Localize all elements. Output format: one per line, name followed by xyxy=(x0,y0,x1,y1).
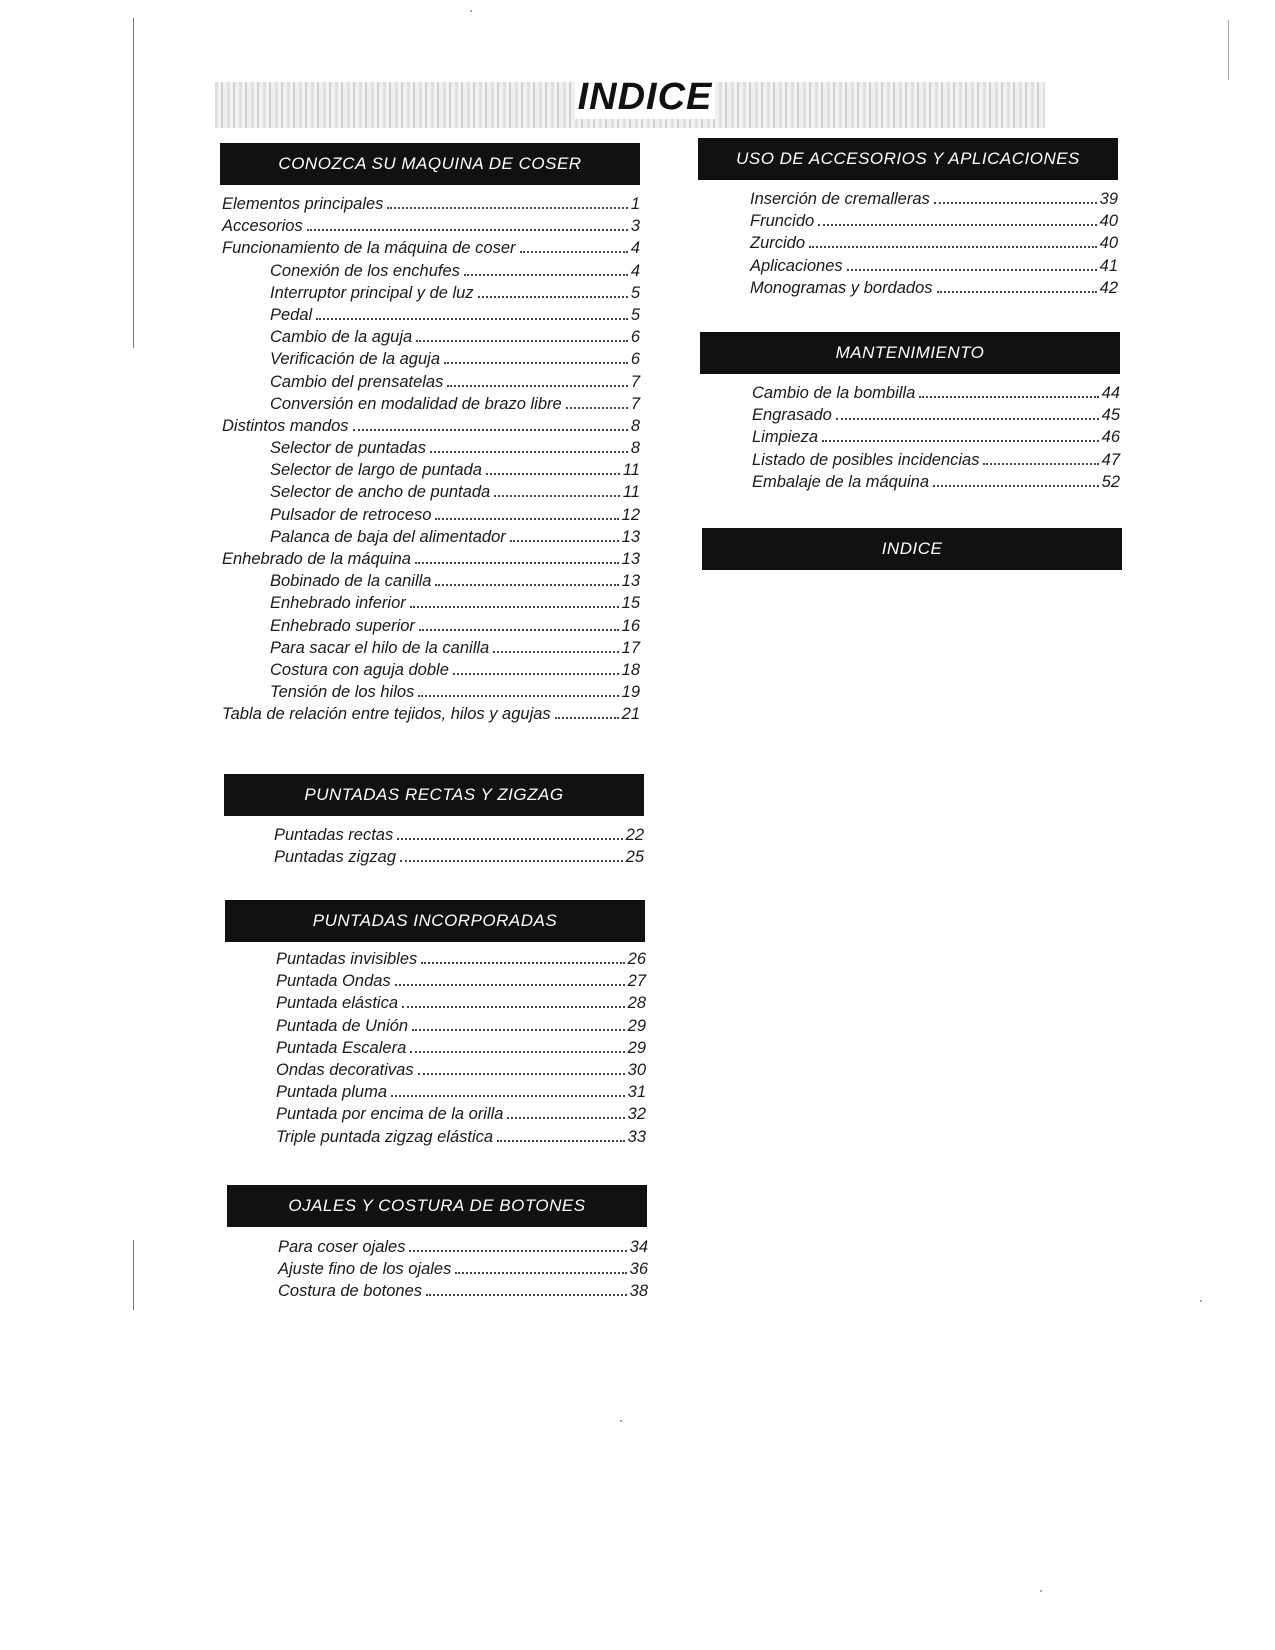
toc-entry-page: 7 xyxy=(630,372,640,391)
toc-entry xyxy=(702,212,1118,234)
toc-entry-page: 8 xyxy=(630,439,640,458)
toc-entry-page: 19 xyxy=(621,683,640,702)
toc-entry-page: 26 xyxy=(627,950,646,968)
toc-dot-leader xyxy=(555,717,619,719)
toc-entry-page: 22 xyxy=(625,826,644,844)
toc-entry-page: 41 xyxy=(1099,256,1118,275)
scan-edge-line xyxy=(133,1240,134,1310)
toc-entry xyxy=(222,195,640,217)
toc-entry xyxy=(228,1105,646,1127)
toc-entry xyxy=(228,1061,646,1083)
toc-entry xyxy=(228,1017,646,1039)
toc-dot-leader xyxy=(510,540,619,542)
toc-entry xyxy=(222,594,640,616)
toc-entry-label: Para sacar el hilo de la canilla xyxy=(270,638,490,657)
toc-entry xyxy=(702,190,1118,212)
toc-dot-leader xyxy=(400,860,623,862)
toc-entry xyxy=(222,217,640,239)
toc-entry xyxy=(222,284,640,306)
toc-dot-leader xyxy=(809,246,1097,248)
section-header-indice: INDICE xyxy=(702,528,1122,570)
toc-entry-page: 42 xyxy=(1099,278,1118,297)
toc-entry-label: Bobinado de la canilla xyxy=(270,572,432,591)
toc-entry-page: 7 xyxy=(630,394,640,413)
toc-entry xyxy=(222,639,640,661)
section-header-mantenimiento: MANTENIMIENTO xyxy=(700,332,1120,374)
scan-speck xyxy=(1040,1590,1042,1592)
toc-dot-leader xyxy=(421,962,624,964)
toc-entry-label: Selector de ancho de puntada xyxy=(270,483,491,502)
toc-entry-page: 30 xyxy=(627,1060,646,1079)
toc-entry-label: Enhebrado de la máquina xyxy=(222,550,411,568)
toc-entry-label: Cambio de la aguja xyxy=(270,328,413,347)
toc-dot-leader xyxy=(415,562,619,564)
toc-entry xyxy=(704,451,1120,473)
toc-entry xyxy=(228,950,646,972)
toc-entry-label: Puntada de Unión xyxy=(276,1016,409,1035)
toc-dot-leader xyxy=(410,606,619,608)
toc-entry-page: 40 xyxy=(1099,212,1118,231)
toc-dot-leader xyxy=(455,1272,626,1274)
toc-entry-page: 5 xyxy=(630,305,640,324)
toc-entry xyxy=(222,528,640,550)
toc-entry-label: Conversión en modalidad de brazo libre xyxy=(270,394,562,413)
toc-entry xyxy=(222,572,640,594)
toc-dot-leader xyxy=(493,651,618,653)
toc-entry-label: Enhebrado superior xyxy=(270,616,415,635)
toc-entry xyxy=(222,661,640,683)
toc-entry-label: Triple puntada zigzag elástica xyxy=(276,1127,494,1146)
toc-entry xyxy=(222,483,640,505)
toc-entry-page: 32 xyxy=(627,1105,646,1124)
toc-entry-page: 17 xyxy=(621,638,640,657)
toc-entry-page: 11 xyxy=(622,483,640,502)
toc-entry-label: Conexión de los enchufes xyxy=(270,261,460,280)
toc-list-incorporadas xyxy=(228,950,646,1150)
scan-speck xyxy=(620,1420,622,1422)
toc-entry xyxy=(704,428,1120,450)
toc-entry-page: 39 xyxy=(1099,190,1118,208)
toc-entry-page: 52 xyxy=(1101,472,1120,491)
toc-entry-page: 33 xyxy=(627,1127,646,1146)
toc-entry xyxy=(222,550,640,572)
toc-entry-page: 18 xyxy=(621,660,640,679)
toc-dot-leader xyxy=(447,385,627,387)
toc-dot-leader xyxy=(410,1051,624,1053)
toc-entry-page: 13 xyxy=(621,572,640,591)
toc-entry xyxy=(222,705,640,727)
toc-entry-page: 36 xyxy=(629,1260,648,1279)
toc-dot-leader xyxy=(419,629,619,631)
toc-entry-page: 34 xyxy=(629,1238,648,1256)
toc-entry-label: Elementos principales xyxy=(222,195,384,213)
toc-entry-label: Interruptor principal y de luz xyxy=(270,283,474,302)
toc-entry-label: Listado de posibles incidencias xyxy=(752,450,980,469)
toc-dot-leader xyxy=(818,224,1096,226)
toc-entry-page: 21 xyxy=(621,705,640,724)
toc-entry-page: 1 xyxy=(630,195,640,213)
toc-list-rectas xyxy=(226,826,644,870)
toc-entry-label: Inserción de cremalleras xyxy=(750,190,930,208)
toc-entry-label: Accesorios xyxy=(222,217,303,236)
page-title: INDICE xyxy=(575,76,715,119)
toc-entry-label: Para coser ojales xyxy=(278,1238,406,1256)
toc-dot-leader xyxy=(430,451,628,453)
toc-entry-label: Palanca de baja del alimentador xyxy=(270,527,506,546)
toc-entry-label: Zurcido xyxy=(750,234,806,253)
toc-entry-page: 25 xyxy=(625,848,644,867)
toc-entry xyxy=(222,262,640,284)
toc-entry-label: Limpieza xyxy=(752,428,819,447)
toc-entry-page: 12 xyxy=(621,505,640,524)
toc-list-mantenimiento xyxy=(704,384,1120,495)
scan-speck xyxy=(470,10,472,12)
toc-entry-label: Funcionamiento de la máquina de coser xyxy=(222,239,516,258)
toc-entry-label: Engrasado xyxy=(752,406,832,425)
toc-entry xyxy=(222,350,640,372)
toc-entry xyxy=(228,994,646,1016)
toc-dot-leader xyxy=(397,838,622,840)
toc-entry-page: 28 xyxy=(627,994,646,1013)
toc-entry-label: Pedal xyxy=(270,305,313,324)
toc-dot-leader xyxy=(402,1006,625,1008)
toc-dot-leader xyxy=(464,274,628,276)
toc-dot-leader xyxy=(453,673,619,675)
toc-dot-leader xyxy=(307,229,628,231)
toc-entry-page: 44 xyxy=(1101,384,1120,402)
toc-entry xyxy=(704,473,1120,495)
toc-list-conozca xyxy=(222,195,640,728)
toc-entry-page: 6 xyxy=(630,328,640,347)
toc-entry-label: Aplicaciones xyxy=(750,256,843,275)
toc-dot-leader xyxy=(507,1117,624,1119)
section-header-rectas: PUNTADAS RECTAS Y ZIGZAG xyxy=(224,774,644,816)
toc-dot-leader xyxy=(435,518,618,520)
toc-entry-label: Cambio de la bombilla xyxy=(752,384,916,402)
toc-entry xyxy=(222,395,640,417)
toc-entry-page: 29 xyxy=(627,1016,646,1035)
toc-entry-page: 3 xyxy=(630,217,640,236)
toc-entry-label: Embalaje de la máquina xyxy=(752,472,930,491)
toc-entry-label: Puntadas invisibles xyxy=(276,950,418,968)
toc-dot-leader xyxy=(497,1140,625,1142)
toc-entry-label: Ajuste fino de los ojales xyxy=(278,1260,452,1279)
toc-entry-page: 47 xyxy=(1101,450,1120,469)
toc-dot-leader xyxy=(418,695,618,697)
toc-entry xyxy=(226,826,644,848)
toc-dot-leader xyxy=(412,1029,625,1031)
toc-entry xyxy=(222,506,640,528)
toc-entry xyxy=(222,306,640,328)
toc-entry-page: 46 xyxy=(1101,428,1120,447)
toc-entry xyxy=(230,1238,648,1260)
toc-dot-leader xyxy=(426,1294,627,1296)
toc-dot-leader xyxy=(937,291,1097,293)
toc-dot-leader xyxy=(520,251,628,253)
toc-entry-label: Puntada elástica xyxy=(276,994,399,1013)
toc-entry-label: Enhebrado inferior xyxy=(270,594,406,613)
toc-entry xyxy=(222,461,640,483)
toc-entry-label: Tensión de los hilos xyxy=(270,683,415,702)
section-header-accesorios: USO DE ACCESORIOS Y APLICACIONES xyxy=(698,138,1118,180)
toc-dot-leader xyxy=(494,495,620,497)
toc-entry xyxy=(222,373,640,395)
toc-dot-leader xyxy=(391,1095,625,1097)
toc-entry-label: Puntadas zigzag xyxy=(274,848,397,867)
section-header-incorporadas: PUNTADAS INCORPORADAS xyxy=(225,900,645,942)
toc-entry xyxy=(222,617,640,639)
toc-entry-label: Puntada Ondas xyxy=(276,972,391,991)
toc-entry-label: Puntadas rectas xyxy=(274,826,394,844)
toc-entry-label: Fruncido xyxy=(750,212,815,231)
toc-dot-leader xyxy=(847,269,1097,271)
toc-entry-label: Ondas decorativas xyxy=(276,1060,414,1079)
toc-entry xyxy=(222,417,640,439)
toc-dot-leader xyxy=(418,1073,625,1075)
toc-entry-label: Monogramas y bordados xyxy=(750,278,933,297)
toc-entry-page: 13 xyxy=(621,550,640,568)
toc-entry-page: 45 xyxy=(1101,406,1120,425)
toc-entry-label: Selector de largo de puntada xyxy=(270,461,482,480)
toc-entry xyxy=(230,1282,648,1304)
toc-dot-leader xyxy=(353,429,628,431)
toc-entry xyxy=(704,406,1120,428)
section-header-ojales: OJALES Y COSTURA DE BOTONES xyxy=(227,1185,647,1227)
toc-entry xyxy=(222,239,640,261)
toc-entry-label: Cambio del prensatelas xyxy=(270,372,444,391)
toc-dot-leader xyxy=(395,984,625,986)
toc-entry xyxy=(702,279,1118,301)
toc-entry-label: Puntada Escalera xyxy=(276,1038,407,1057)
toc-entry-page: 16 xyxy=(621,616,640,635)
toc-entry xyxy=(230,1260,648,1282)
toc-dot-leader xyxy=(933,485,1099,487)
toc-dot-leader xyxy=(836,418,1099,420)
toc-entry xyxy=(702,234,1118,256)
toc-dot-leader xyxy=(387,207,627,209)
toc-entry-label: Verificación de la aguja xyxy=(270,350,440,369)
toc-entry-page: 31 xyxy=(627,1083,646,1102)
toc-entry-label: Pulsador de retroceso xyxy=(270,505,432,524)
toc-entry-page: 4 xyxy=(630,261,640,280)
toc-entry-page: 13 xyxy=(621,527,640,546)
toc-dot-leader xyxy=(486,473,620,475)
toc-dot-leader xyxy=(409,1250,626,1252)
toc-entry xyxy=(704,384,1120,406)
toc-dot-leader xyxy=(919,396,1098,398)
toc-entry xyxy=(222,439,640,461)
toc-dot-leader xyxy=(444,362,628,364)
toc-dot-leader xyxy=(478,296,628,298)
toc-entry-page: 38 xyxy=(629,1282,648,1301)
toc-dot-leader xyxy=(822,440,1099,442)
toc-entry-page: 11 xyxy=(622,461,640,480)
toc-list-accesorios xyxy=(702,190,1118,301)
toc-entry-page: 27 xyxy=(627,972,646,991)
scan-speck xyxy=(1200,1300,1202,1302)
toc-entry xyxy=(702,257,1118,279)
toc-entry-label: Distintos mandos xyxy=(222,416,349,435)
scan-edge-line xyxy=(1228,20,1229,80)
toc-dot-leader xyxy=(416,340,628,342)
toc-entry-page: 6 xyxy=(630,350,640,369)
toc-entry-page: 8 xyxy=(630,416,640,435)
toc-entry xyxy=(226,848,644,870)
toc-entry-page: 40 xyxy=(1099,234,1118,253)
toc-entry-page: 5 xyxy=(630,283,640,302)
toc-entry xyxy=(228,1128,646,1150)
toc-entry-label: Selector de puntadas xyxy=(270,439,426,458)
toc-dot-leader xyxy=(566,407,628,409)
toc-entry-label: Costura de botones xyxy=(278,1282,423,1301)
toc-entry-page: 15 xyxy=(621,594,640,613)
toc-dot-leader xyxy=(435,584,618,586)
toc-entry-label: Costura con aguja doble xyxy=(270,660,449,679)
toc-dot-leader xyxy=(316,318,628,320)
toc-entry xyxy=(228,1083,646,1105)
toc-entry xyxy=(222,683,640,705)
toc-entry-label: Puntada por encima de la orilla xyxy=(276,1105,504,1124)
toc-dot-leader xyxy=(983,463,1098,465)
scan-edge-line xyxy=(133,18,134,348)
toc-entry-page: 29 xyxy=(627,1038,646,1057)
section-header-conozca: CONOZCA SU MAQUINA DE COSER xyxy=(220,143,640,185)
toc-entry-label: Tabla de relación entre tejidos, hilos y agujas xyxy=(222,705,551,724)
toc-list-ojales xyxy=(230,1238,648,1305)
toc-dot-leader xyxy=(934,202,1097,204)
toc-entry-label: Puntada pluma xyxy=(276,1083,387,1102)
toc-entry xyxy=(228,972,646,994)
toc-entry-page: 4 xyxy=(630,239,640,258)
toc-entry xyxy=(228,1039,646,1061)
toc-entry xyxy=(222,328,640,350)
